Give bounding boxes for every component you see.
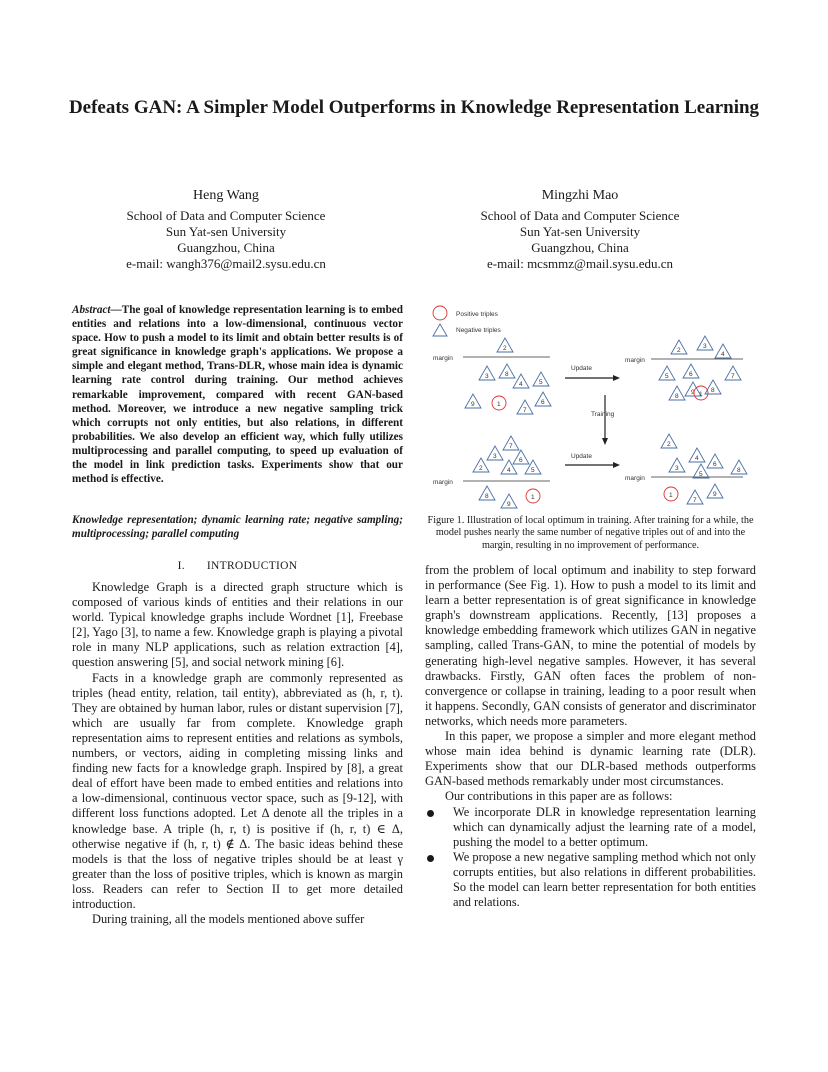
section-number: I. — [177, 560, 185, 572]
svg-text:8: 8 — [711, 387, 715, 394]
svg-text:8: 8 — [675, 393, 679, 400]
figure-1 — [425, 300, 760, 510]
author-dept: School of Data and Computer Science — [480, 208, 680, 223]
svg-text:6: 6 — [519, 457, 523, 464]
legend-triangle-icon — [433, 324, 447, 336]
margin-label: margin — [433, 355, 453, 362]
paragraph: from the problem of local optimum and inability to step forward in performance (See Fig. 1). How to push a model to its limit and learn a better representation is of great significance in knowledge graph's downstream applications. Recently, [13] proposes a knowledge embedding framework which utilizes GAN in negative sampling, called Trans-GAN, to mine the potential of models by generating high-level negative samples. However, it has several drawbacks. Firstly, GAN often faces the problem of non-convergence or collapse in training, leading to a poor result when it happens. Secondly, GAN consists of generator and discriminator networks, which needs more parameters. — [425, 563, 756, 728]
figure-caption: Figure 1. Illustration of local optimum in training. After training for a while, the model pushes nearly the same number of negative triples out of and into the margin, resulting in no improvement of performance. — [427, 515, 754, 551]
svg-text:5: 5 — [699, 471, 703, 478]
svg-text:8: 8 — [505, 371, 509, 378]
author-univ: Sun Yat-sen University — [519, 224, 641, 239]
abstract-text: —The goal of knowledge representation learning is to embed entities and relations into a low-dimensional, continuous vector space. How to push a model to its limit and obtain better results is of great significance in knowledge graph's applications. We propose a simple and elegant method, Trans-DLR, whose main idea is dynamic learning rate control during training. Our method achieves remarkable improvement, compared with recent GAN-based method. Moreover, we introduce a new negative sampling trick which corrupts not only entities, but also relations, in different probabilities. We also develop an efficient way, which fully utilizes multiprocessing and parallel computing, to speed up evaluation of the model in link prediction tasks. Experiments show that our method is effective. — [72, 304, 403, 486]
svg-text:2: 2 — [677, 347, 681, 354]
svg-text:1: 1 — [531, 494, 535, 501]
author-email: e-mail: wangh376@mail2.sysu.edu.cn — [126, 256, 326, 271]
svg-text:4: 4 — [721, 351, 725, 358]
legend-negative-label: Negative triples — [456, 327, 501, 334]
left-column-body — [72, 580, 403, 927]
author-name: Mingzhi Mao — [541, 188, 619, 203]
author-dept: School of Data and Computer Science — [126, 208, 326, 223]
svg-text:6: 6 — [541, 399, 545, 406]
svg-text:3: 3 — [493, 453, 497, 460]
svg-text:5: 5 — [539, 379, 543, 386]
section-heading — [72, 560, 403, 572]
triangle-group-bottom-left — [473, 436, 541, 508]
list-item: We propose a new negative sampling method which not only corrupts entities, but also relations in different probabilities. So the model can learn better representation for both entities and relations. — [425, 850, 756, 910]
right-column-body — [425, 563, 756, 910]
abstract-label: Abstract — [72, 304, 111, 316]
legend-circle-icon — [433, 306, 447, 320]
legend-positive-label: Positive triples — [456, 311, 498, 318]
author-name: Heng Wang — [193, 188, 259, 203]
svg-text:4: 4 — [695, 455, 699, 462]
paragraph: Our contributions in this paper are as follows: — [445, 789, 673, 804]
svg-text:3: 3 — [675, 465, 679, 472]
svg-text:3: 3 — [485, 373, 489, 380]
paragraph: In this paper, we propose a simpler and more elegant method whose main idea behind is dynamic learning rate (DLR). Experiments show that our DLR-based methods outperforms GAN-based methods remarkably under most circumstances. — [425, 729, 756, 789]
margin-label: margin — [433, 479, 453, 486]
author-city: Guangzhou, China — [531, 240, 629, 255]
svg-text:7: 7 — [509, 443, 513, 450]
svg-text:6: 6 — [713, 461, 717, 468]
svg-text:2: 2 — [479, 465, 483, 472]
bullet-icon — [427, 810, 434, 817]
svg-text:9: 9 — [471, 401, 475, 408]
update-label-bottom: Update — [571, 453, 592, 460]
update-label-top: Update — [571, 365, 592, 372]
svg-text:1: 1 — [669, 492, 673, 499]
paragraph: Facts in a knowledge graph are commonly represented as triples (head entity, relation, tail entity), abbreviated as (h, r, t). They are obtained by human labor, rules or distant supervision [7], which are usually far from complete. Knowledge graph representation aims to represent entities and relations as symbols, numbers, or vectors, aiding in completing missing links and finding new facts for a knowledge graph. Inspired by [8], a great deal of effort have been made to embed entities and relations into a low-dimensional, continuous vector space, such as [9-12], with different loss functions adopted. Let Δ denote all the triples in a knowledge base. A triple (h, r, t) is positive if (h, r, t) ∈ Δ, otherwise negative if (h, r, t) ∉ Δ. The basic ideas behind these models is that the loss of negative triples should be at least γ greater than the loss of positive triples, which is known as margin loss. Readers can refer to Section II to get more detailed introduction. — [72, 670, 403, 911]
bullet-icon — [427, 855, 434, 862]
svg-text:4: 4 — [519, 381, 523, 388]
svg-text:5: 5 — [531, 467, 535, 474]
author-city: Guangzhou, China — [177, 240, 275, 255]
svg-text:8: 8 — [737, 467, 741, 474]
triangle-group-bottom-right — [661, 434, 747, 504]
svg-text:9: 9 — [713, 491, 717, 498]
svg-text:4: 4 — [507, 467, 511, 474]
svg-text:7: 7 — [523, 407, 527, 414]
margin-label: margin — [625, 475, 645, 482]
author-email: e-mail: mcsmmz@mail.sysu.edu.cn — [487, 256, 673, 271]
paragraph: Knowledge Graph is a directed graph structure which is composed of various kinds of entities and their relations in our world. Typical knowledge graphs include Wordnet [1], Freebase [2], Yago [3], to name a few. Knowledge graph is playing a pivotal role in many NLP applications, such as relation extraction [4], question answering [5], and social network mining [6]. — [72, 580, 403, 670]
author-block-2 — [430, 188, 730, 272]
abstract — [72, 303, 403, 486]
margin-label: margin — [625, 357, 645, 364]
training-label: Training — [591, 411, 615, 418]
paragraph: During training, all the models mentioned above suffer — [92, 912, 365, 927]
svg-text:7: 7 — [693, 497, 697, 504]
svg-text:3: 3 — [703, 343, 707, 350]
section-title: INTRODUCTION — [206, 560, 298, 572]
author-block-1 — [76, 188, 376, 272]
svg-text:6: 6 — [689, 371, 693, 378]
svg-text:9: 9 — [507, 501, 511, 508]
svg-text:2: 2 — [503, 345, 507, 352]
list-item: We incorporate DLR in knowledge representation learning which can dynamically adjust the learning rate of a model, pushing the model to a better optimum. — [425, 805, 756, 850]
svg-text:1: 1 — [699, 391, 703, 398]
svg-text:5: 5 — [665, 373, 669, 380]
keywords: Knowledge representation; dynamic learning rate; negative sampling; multiprocessing; parallel computing — [72, 514, 403, 541]
svg-text:2: 2 — [667, 441, 671, 448]
svg-text:8: 8 — [485, 493, 489, 500]
svg-text:9: 9 — [691, 389, 695, 396]
triangle-group-top-left — [465, 338, 551, 414]
author-univ: Sun Yat-sen University — [165, 224, 287, 239]
svg-text:1: 1 — [497, 401, 501, 408]
contributions-list — [425, 805, 756, 911]
svg-text:7: 7 — [731, 373, 735, 380]
paper-title: Defeats GAN: A Simpler Model Outperforms in Knowledge Representation Learning — [68, 97, 760, 118]
triangle-group-top-right — [659, 336, 741, 400]
